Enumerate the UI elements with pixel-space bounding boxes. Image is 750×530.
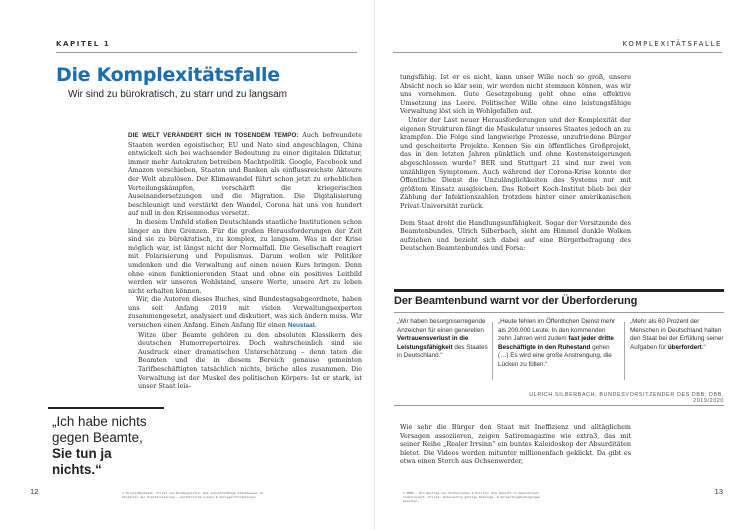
quote-emphasis: Vertrauensverlust in die Leistungsfähigkeit xyxy=(397,335,469,351)
footer-license-note: © DEMS — Ein Beitrag von Studierenden & Politik: Wie Zukunft in Deutschland funktioniert. Privat. Anderweitig gültige Nutzungs- & Verwertungsbedingungen beachten. xyxy=(403,491,541,503)
header-rule xyxy=(56,52,357,53)
quote-text: gehen (…) Es wird eine große Anstrengung, die Lücken zu füllen.“ xyxy=(498,343,612,368)
infobox-credit: ULRICH SILBERBACH, BUNDESVORSITZENDER DES DBB; DBB, 2019/2020 xyxy=(529,392,724,404)
paragraph-text: Auch befreundete Staaten werden egoistischer, EU und Nato sind angeschlagen, China entwickelt sich bei wachsender Bedeutung zu einer digitalen Diktatur, immer mehr Autokraten betreiben Machtpolitik. Google, Facebook und Amazon verschieben, Staaten und Banken als einflussreichste Akteure der Welt abzulösen. Der Klimawandel führt schon jetzt zu erheblichen Verteilungskämpfen, verschärft die kriegerischen Auseinandersetzungen und die Migration. Die Digitalisierung beschleunigt und verstärkt den Wandel, Corona hat uns von hundert auf null in den Krisenmodus versetzt. xyxy=(128,131,362,218)
quote-text: „Heute fehlen im Öffentlichen Dienst mehr als 200.000 Leute. In den kommenden zehn Jahren wird zudem xyxy=(498,318,616,343)
chapter-title: Die Komplexitätsfalle xyxy=(56,64,280,86)
paragraph: Unter der Last neuer Herausforderungen und der Komplexität der eigenen Strukturen fängt die Muskulatur unseres Staates jedoch an zu krampfen. Die Folge sind langwierige Prozesse, unzufriedene Bürger und gescheiterte Projekte. Kennen Sie ein öffentliches Großprojekt, das in den letzten Jahren pünktlich und ohne Kostensteigerungen abgeschlossen wurde? BER und Stuttgart 21 sind nur zwei von unzähligen Symptomen. Auch während der Corona-Krise konnte der Öffentliche Dienst die Unzulänglichkeiten des Systems nur mit größtem Einsatz ausgleichen. Das Robert Koch-Institut blieb bei der Zählung der Infektionszahlen trotzdem hinter einer amerikanischen Privat-Universität zurück. xyxy=(400,115,631,210)
quote-text: .“ xyxy=(701,343,706,351)
pull-quote-rule xyxy=(48,407,164,409)
right-body-text-top xyxy=(400,73,631,253)
paragraph: tungsfähig. Ist er es nicht, kann unser Wille noch so groß, unsere Absicht noch so klar sein, wir werden nicht stemmen können, was wir uns vornehmen. Gute Gesetzgebung geht ohne eine effektive Umsetzung ins Leere. Politischer Wille ohne eine leistungsfähige Verwaltung löst sich in Wohlgefallen auf. xyxy=(400,73,631,116)
infobox-quote-1 xyxy=(397,318,489,361)
neustaat-link[interactable]: Neustaat xyxy=(287,322,315,330)
infobox-divider xyxy=(492,322,493,380)
running-head-section: KOMPLEXITÄTSFALLE xyxy=(622,40,722,48)
quote-text: „Mehr als 60 Prozent der Menschen in Deutschland halten den Staat bei der Erfüllung seiner Aufgaben für xyxy=(630,318,724,351)
paragraph: Dem Staat droht die Handlungsunfähigkeit. Sogar der Vorsitzende des Beamtenbundes, Ulrich Silberbach, sieht am Himmel dunkle Wolken aufziehen und bezieht sich dabei auf eine Bürgerbefragung des Deutschen Beamtenbundes und Forsa: xyxy=(400,218,631,253)
pull-quote-line: gegen Beamte, xyxy=(52,430,143,445)
pull-quote xyxy=(52,414,164,478)
quote-text: „Wir haben besorgniserregende Anzeichen für einen generellen xyxy=(397,318,486,334)
paragraph: In diesem Umfeld stoßen Deutschlands staatliche Institutionen schon länger an ihre Grenzen. Für die großen Herausforderungen der Zeit sind sie zu bürokratisch, zu komplex, zu langsam. Was in der Krise möglich war, ist längst nicht der Normalfall. Die Gesellschaft reagiert mit Polarisierung und Populismus. Darum wollen wir Politiker umdenken und die Verwaltung auf einen neuen Kurs bringen. Denn ohne einen funktionierenden Staat und ohne ein positives Leitbild werden wir unseren Wohlstand, unsere Werte, unsere Art zu leben nicht erhalten können. xyxy=(128,217,362,295)
infobox-rule-top xyxy=(394,289,724,292)
right-body-text-bottom xyxy=(400,423,631,466)
infobox-rule-bottom xyxy=(394,405,724,406)
left-body-text xyxy=(128,131,362,391)
right-page xyxy=(375,0,750,530)
paragraph xyxy=(128,131,362,218)
paragraph-text: . xyxy=(314,321,317,330)
running-head-chapter: KAPITEL 1 xyxy=(56,40,111,48)
paragraph: Wie sehr die Bürger den Staat mit Ineffizienz und alltäglichem Versagen assoziieren, zeigen Satiremagazine wie extra3, das mit seiner Reihe „Realer Irrsinn“ ein buntes Kaleidoskop der Absurditäten bietet. Die Videos werden mitunter millionenfach geklickt. Da gibt es etwa einen Storch aus Ochsenwerder, xyxy=(400,423,631,466)
paragraph-text: Wir, die Autoren dieses Buches, sind Bundestagsabgeordnete, haben uns seit Anfang 2019 mit vielen Verwaltungsexperten zusammengesetzt, analysiert und diskutiert, was sich ändern muss. Wir versuchen einen Anfang. Einen Anfang für einen xyxy=(128,295,362,330)
pull-quote-close: “ xyxy=(95,462,102,477)
quote-emphasis: überfordert xyxy=(667,343,702,351)
infobox-divider xyxy=(624,322,625,380)
quote-text: des Staates in Deutschland.“ xyxy=(397,343,488,360)
pull-quote-bold: Sie tun ja nichts. xyxy=(52,446,112,477)
quote-emphasis: fast jeder dritte Beschäftigte in den Ruhestand xyxy=(498,335,614,351)
page-number: 13 xyxy=(714,487,723,496)
infobox-rule xyxy=(394,312,724,313)
pull-quote-line: „Ich habe nichts xyxy=(52,414,147,429)
lead-in: DIE WELT VERÄNDERT SICH IN TOSENDEM TEMPO: xyxy=(128,132,299,139)
paragraph xyxy=(128,295,362,330)
infobox-quote-2 xyxy=(498,318,616,370)
infobox-title: Der Beamtenbund warnt vor der Überforderung xyxy=(394,295,638,307)
paragraph: Witze über Beamte gehören zu den absoluten Klassikern des deutschen Humorrepertoires. Doch wahrscheinlich sind sie Ausdruck einer dramatischen Unterschätzung – denn taten die Beamten und die in diesem Bereich genauso gemeinten Tarifbeschäftigten tatsächlich nichts, bräche alles zusammen. Die Verwaltung ist der Muskel des politischen Körpers: Ist er stark, ist unser Staat leis- xyxy=(138,330,362,391)
header-rule xyxy=(393,52,722,53)
chapter-subtitle: Wir sind zu bürokratisch, zu starr und zu langsam xyxy=(68,89,287,100)
infobox-quote-3 xyxy=(630,318,724,352)
footer-license-note: © Thiele/Neustaat. Privat und Bundespolitik. Das zukunftsfähige Staatswesen im Zeitalter der Digitalisierung – ausführliche Lizenz & Verlagsinformationen xyxy=(122,491,263,499)
page-number: 12 xyxy=(30,487,39,496)
